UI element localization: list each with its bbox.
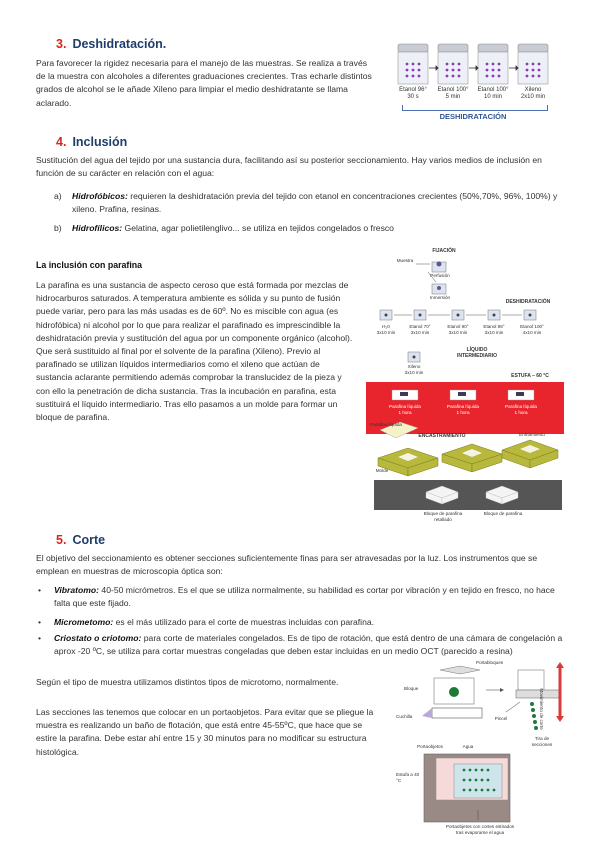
section-4-number: 4. [56, 135, 67, 149]
section-3-number: 3. [56, 37, 67, 51]
section-4-intro: Sustitución del agua del tejido por una sustancia dura, facilitando así su posterior seccionamiento. Hay varios medios de inclusión en función de su carácter en relación con el agua: [36, 155, 542, 179]
molde-label: Molde [375, 468, 389, 473]
section-5-intro: El objetivo del seccionamiento es obtener secciones suficientemente finas para ser atravesadas por la luz. Los instrumentos que se emplean en muestras de microscopia óptica son: [36, 553, 538, 577]
inclusion-drawing [366, 244, 564, 524]
step-3-label: Etanol 90° 3x10 min [447, 324, 469, 335]
step-2-label: Etanol 70° 3x10 min [409, 324, 431, 335]
step-1-label: H₂0 3x10 min [376, 324, 396, 335]
bullet-2: • [38, 617, 42, 627]
section-5-para-1: Según el tipo de muestra utilizamos distintos tipos de microtomo, normalmente. [36, 677, 339, 687]
section-4-heading [56, 135, 127, 149]
portaobjetos-cortes-label: Portaobjetos con cortes estirados tras evaporarse el agua [445, 824, 515, 835]
encastramiento-label: ENCASTRAMIENTO [418, 433, 466, 439]
portabloques-label: Portabloques [476, 660, 504, 665]
section-3-paragraph: Para favorecer la rigidez necesaria para el manejo de las muestras. Se realiza a través de la muestra con alcoholes a diferentes graduaciones crecientes. Tras echarle distintos grados de alcohol se le añade Xileno para limpiar el medio deshidratante se llama aclarado. [36, 58, 372, 108]
portaobjetos-label: Portaobjetos [417, 744, 443, 749]
dehydration-bracket [402, 105, 548, 111]
jar-4 [518, 44, 548, 84]
pincel-label: Pincel [494, 716, 508, 721]
estufa-label: Estufa a 40 °C [396, 772, 420, 783]
term-micrometomo: Micrometomo: [54, 617, 114, 627]
bullet-1: • [38, 585, 42, 595]
section-5-number: 5. [56, 533, 67, 547]
enfriamiento-label: Enfriamiento [519, 432, 545, 437]
jar-3-label: Etanol 100° 10 min [477, 87, 509, 100]
bloque-label: Bloque [404, 686, 419, 691]
agua-label: Agua [462, 744, 474, 749]
dehydration-caption: DESHIDRATACIÓN [439, 112, 507, 121]
bath-2-label: Parafina líquida 1 hora [447, 404, 479, 415]
jar-4-label: Xileno 2x10 min [520, 87, 546, 100]
cuchilla-label: Cuchilla [396, 714, 413, 719]
section-3-title: Deshidratación. [72, 37, 167, 51]
section-3-heading [56, 37, 166, 51]
estufa-label: ESTUFA – 60 °C [511, 373, 549, 379]
step-5-label: Etanol 100° 4x10 min [520, 324, 544, 335]
deshidratacion-label: DESHIDRATACIÓN [505, 299, 551, 305]
parafina-liquida-label: Parafina líquida [370, 422, 402, 427]
bath-1-label: Parafina líquida 1 hora [389, 404, 421, 415]
bloque-retallado-label: Bloque de parafina retallado [423, 511, 463, 522]
inclusion-diagram [366, 244, 564, 524]
bullet-micrometomo: Micrometomo: es el más utilizado para el corte de muestras incluidas con parafina. [54, 617, 375, 627]
term-hidrofilicos: Hidrofílicos: [72, 223, 123, 233]
parafina-subheading: La inclusión con parafina [36, 260, 143, 270]
term-vibratomo: Vibratomo: [54, 585, 100, 595]
inmersion-label: Inmersión [429, 295, 451, 300]
term-hidrofobicos: Hidrofóbicos: [72, 191, 128, 201]
muestra-label: Muestra [396, 258, 414, 263]
dehydration-figure [392, 40, 554, 124]
list-item-hidrofilicos: Hidrofílicos: Gelatina, agar polietilenglivo... se utiliza en tejidos congelados o fresco [72, 223, 394, 233]
parafina-paragraph: La parafina es una sustancia de aspecto ceroso que está formada por mezclas de hidrocarburos saturados. A temperatura ambiente es sólida y su punto de fusión puede variar, pero para las más usadas es de 60º. No es miscible con agua (es hidrofóbica) ni alcohol por lo que para realizar el parafinado es imprescindible la deshidratación previa y sustitución del agua por un componente orgánico (alcohol). Que será sustituido al final por el solvente de la parafina (Xileno). Previo al parafinado se utilizan líquidos intermediarios como el xileno que actúan de sustancia aclarante permitiendo además comprobar la translucidez de la pieza y con ello la penetración de dicha sustancia. Tras la incubación en parafina, esta sustituirá el líquido intermediario. Tras ello pasamos a un molde para formar un bloque de parafina. [36, 280, 353, 423]
step-4-label: Etanol 96° 3x10 min [483, 324, 505, 335]
list-item-hidrofobicos: Hidrofóbicos: requieren la deshidratación previa del tejido con etanol en concentraciones crecientes (50%,70%, 96%, 100%) y xileno. Prafina, resinas. [72, 191, 558, 215]
jar-1-label: Etanol 96° 30 s [399, 87, 427, 100]
jar-2-label: Etanol 100° 5 min [437, 87, 469, 100]
bullet-criostato: Criostato o criotomo: para corte de materiales congelados. Es de tipo de rotación, que está dentro de una cámara de congelación a aprox -20 ºC, se utiliza para cortar muestras congeladas que deben estar incluidas en un medio OCT (parecido a resina) [54, 633, 563, 657]
movimiento-label: Movimiento de corte [539, 688, 544, 730]
microtome-diagram [396, 660, 568, 848]
liquido-label: LÍQUIDO INTERMEDIARIO [457, 347, 497, 359]
section-5-heading [56, 533, 105, 547]
jar-1 [398, 44, 428, 84]
section-5-title: Corte [72, 533, 106, 547]
xileno-label: Xileno 3x10 min [404, 364, 424, 375]
term-criostato: Criostato o criotomo: [54, 633, 142, 643]
list-marker-b: b) [54, 223, 62, 233]
fijacion-label: FIJACIÓN [432, 248, 456, 254]
jar-2 [438, 44, 468, 84]
bloque-label: Bloque de parafina [483, 511, 523, 516]
perfusion-label: Perfusión [430, 273, 450, 278]
tira-label: Tira de secciones [531, 736, 553, 747]
bullet-3: • [38, 633, 42, 643]
bath-3-label: Parafina líquida 1 hora [505, 404, 537, 415]
section-4-title: Inclusión [72, 135, 128, 149]
jar-3 [478, 44, 508, 84]
section-5-para-2: Las secciones las tenemos que colocar en un portaobjetos. Para evitar que se pliegue la muestra es realizando un baño de flotación, que está entre 45-55ºC, que hace que se estire la parafina. Debe estar ahí entre 15 y 30 minutos para no modificar su estructura histológica. [36, 707, 374, 757]
bullet-vibratomo: Vibratomo: 40-50 micrómetros. Es el que se utiliza normalmente, su habilidad es cortar por vibración y en tejido en fresco, no hace falta que este fijado. [54, 585, 555, 609]
list-marker-a: a) [54, 191, 62, 201]
